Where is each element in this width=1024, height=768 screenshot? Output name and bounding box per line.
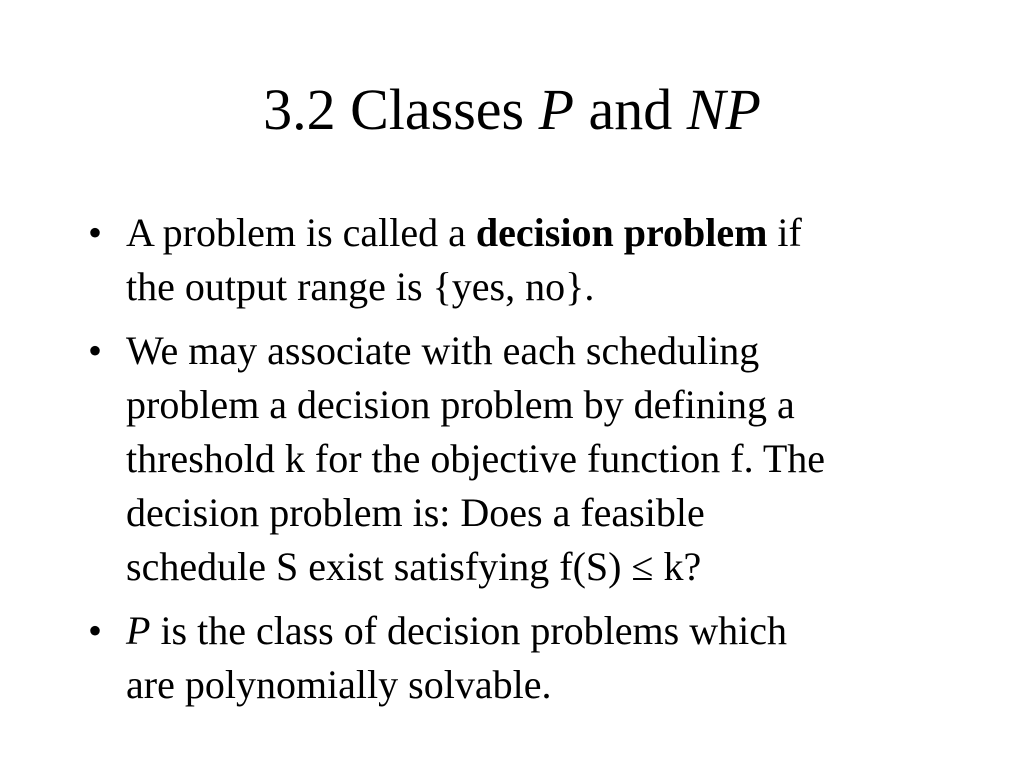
bullet-line: are polynomially solvable. xyxy=(126,662,552,707)
bullet-text: A problem is called a xyxy=(126,210,476,255)
bullet-line: threshold k for the objective function f. The xyxy=(126,436,826,481)
slide-title xyxy=(0,72,1024,148)
title-prefix: 3.2 Classes xyxy=(263,77,539,142)
bullet-emphasis: decision problem xyxy=(475,210,768,255)
title-middle: and xyxy=(574,77,687,142)
bullet-decision-problem xyxy=(88,206,948,314)
title-np: NP xyxy=(686,77,761,142)
bullet-scheduling xyxy=(88,324,948,594)
bullet-line: the output range is {yes, no}. xyxy=(126,264,595,309)
bullet-line xyxy=(126,206,948,260)
bullet-line: schedule S exist satisfying f(S) ≤ k? xyxy=(126,544,702,589)
bullet-line: problem a decision problem by defining a xyxy=(126,382,795,427)
bullet-text: is the class of decision problems which xyxy=(150,608,787,653)
bullet-class-p xyxy=(88,604,948,712)
bullet-line xyxy=(126,604,948,658)
bullet-line: We may associate with each scheduling xyxy=(126,328,760,373)
bullet-emphasis: P xyxy=(126,608,151,653)
bullet-marker: • xyxy=(88,608,103,653)
bullet-list xyxy=(88,206,948,722)
bullet-text: if xyxy=(767,210,802,255)
bullet-marker: • xyxy=(88,328,103,373)
title-p: P xyxy=(538,77,575,142)
bullet-marker: • xyxy=(88,210,103,255)
bullet-line: decision problem is: Does a feasible xyxy=(126,490,705,535)
